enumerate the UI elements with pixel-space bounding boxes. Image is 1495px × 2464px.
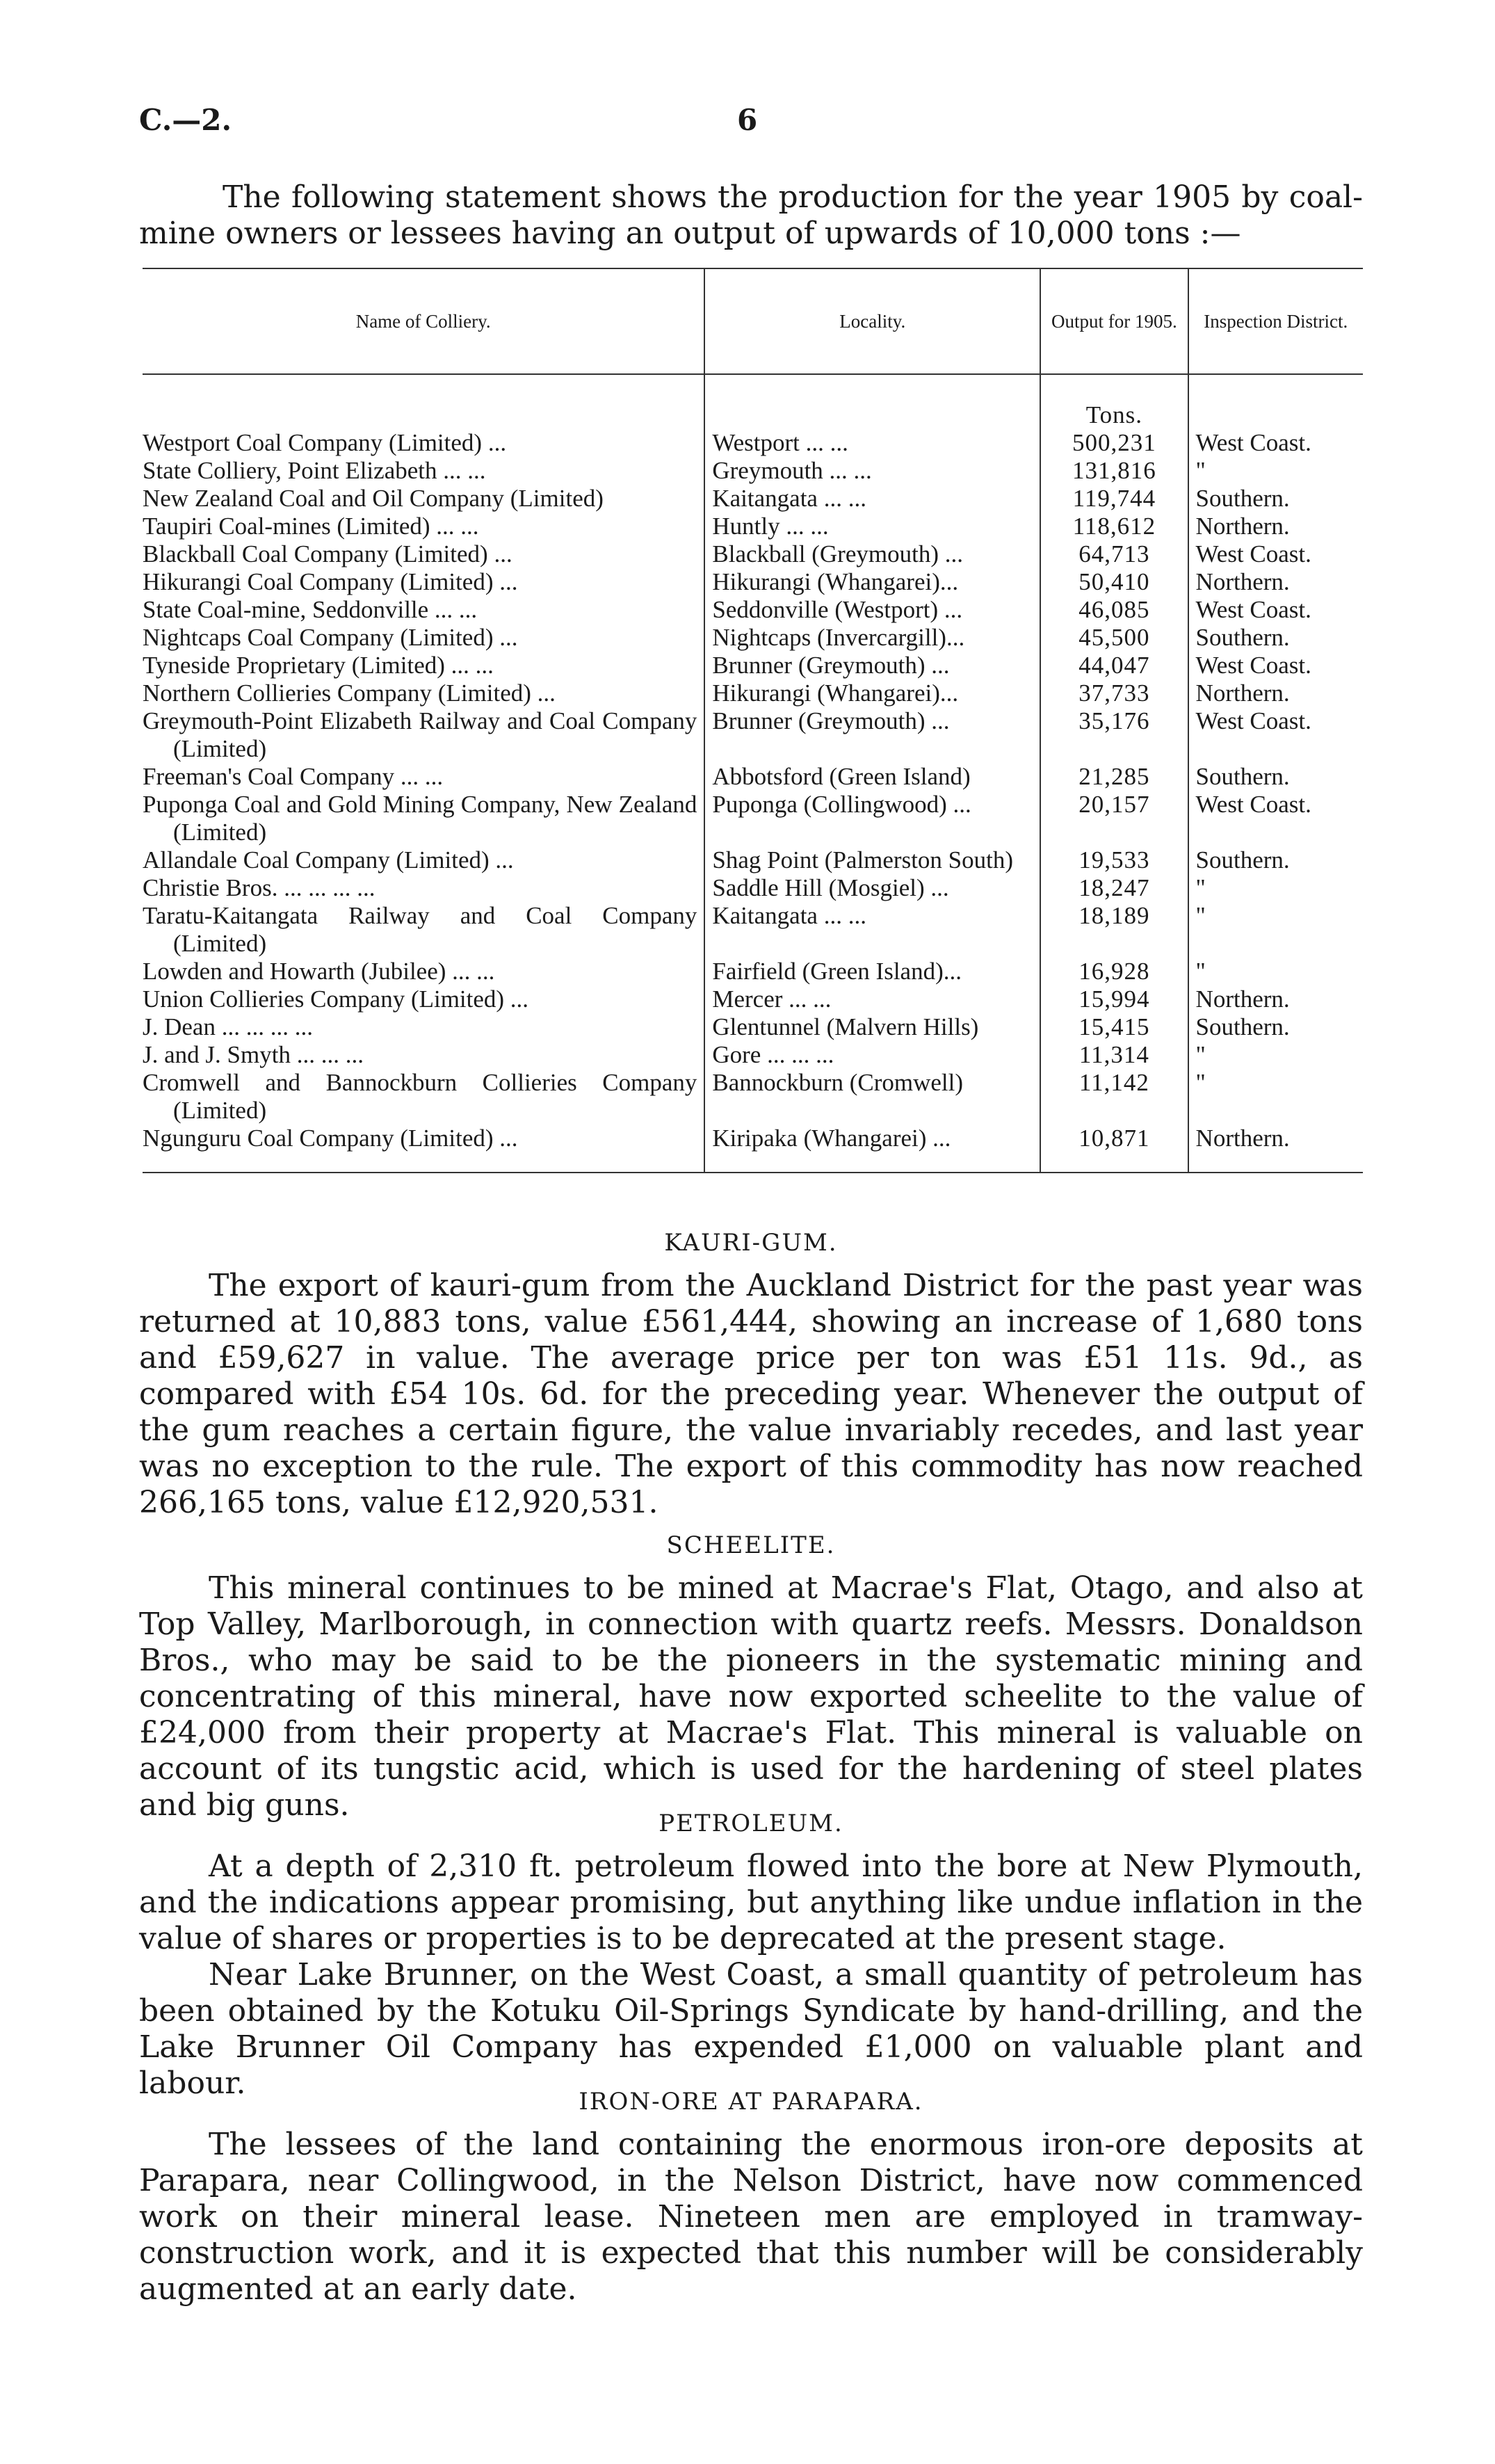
locality-cell [704,707,1040,763]
district-cell [1188,652,1363,679]
locality-cell-text: Kiripaka (Whangarei) ... [712,1125,951,1152]
colliery-name-cell-text: Taupiri Coal-mines (Limited) ... ... [143,513,479,540]
units-row [143,401,1363,429]
section-scheelite [139,1530,1363,1823]
colliery-name-cell [143,958,704,985]
output-cell-text: 45,500 [1078,624,1150,651]
district-cell [1188,596,1363,624]
district-cell [1188,624,1363,652]
district-cell [1188,1041,1363,1069]
locality-cell [704,1013,1040,1041]
colliery-name-cell-text: Christie Bros. ... ... ... ... [143,874,375,901]
district-cell-text: Southern. [1195,846,1290,873]
district-cell [1188,540,1363,568]
locality-cell-text: Mercer ... ... [712,985,832,1013]
colliery-name-cell-text: Greymouth-Point Elizabeth Railway and Coal Company (Limited) [143,707,697,762]
output-cell [1040,985,1188,1013]
colliery-name-cell-text: Freeman's Coal Company ... ... [143,763,444,790]
output-cell [1040,1125,1188,1173]
output-cell-text: 500,231 [1072,429,1156,456]
colliery-name-cell-text: Taratu-Kaitangata Railway and Coal Company (Limited) [143,902,697,957]
table-row [143,763,1363,791]
table-row [143,679,1363,707]
locality-cell-text: Gore ... ... ... [712,1041,834,1068]
output-cell-text: 64,713 [1078,540,1150,567]
locality-cell-text: Huntly ... ... [712,513,829,540]
district-cell [1188,874,1363,902]
units-label: Tons. [1040,401,1188,429]
section-paragraph: The lessees of the land containing the enormous iron-ore deposits at Parapara, near Collingwood, in the Nelson District, have now commenced work on their mineral lease. Nineteen men are employed in tramway-construction work, and it is expected that this number will be considerably augmented at an early date. [139,2127,1363,2307]
output-cell [1040,513,1188,540]
locality-cell [704,624,1040,652]
colliery-name-cell-text: J. and J. Smyth ... ... ... [143,1041,364,1068]
colliery-table [143,268,1363,1173]
locality-cell-text: Kaitangata ... ... [712,485,866,512]
district-cell-text: Southern. [1195,763,1290,790]
district-cell-text: West Coast. [1195,429,1311,456]
locality-cell [704,846,1040,874]
output-cell [1040,457,1188,485]
output-cell-text: 21,285 [1078,763,1150,790]
output-cell [1040,846,1188,874]
output-cell-text: 131,816 [1072,457,1156,484]
locality-cell-text: Greymouth ... ... [712,457,872,484]
district-cell-text: " [1195,958,1206,985]
section-heading: IRON-ORE AT PARAPARA. [579,2088,923,2116]
colliery-name-cell [143,596,704,624]
output-cell-text: 18,189 [1078,902,1150,929]
colliery-name-cell-text: Westport Coal Company (Limited) ... [143,429,507,456]
section-heading: KAURI-GUM. [664,1229,838,1257]
locality-cell-text: Blackball (Greymouth) ... [712,540,963,567]
table-row [143,1125,1363,1173]
colliery-name-cell-text: Union Collieries Company (Limited) ... [143,985,529,1013]
colliery-name-cell-text: Northern Collieries Company (Limited) ... [143,679,556,707]
colliery-name-cell [143,457,704,485]
table-row [143,1013,1363,1041]
district-cell-text: West Coast. [1195,652,1311,679]
output-cell [1040,568,1188,596]
output-cell [1040,791,1188,846]
district-cell-text: West Coast. [1195,791,1311,818]
locality-cell [704,1041,1040,1069]
section-paragraph: The export of kauri-gum from the Auckland District for the past year was returned at 10,883 tons, value £561,444, showing an increase of 1,680 tons and £59,627 in value. The average price per ton was £51 11s. 9d., as compared with £54 10s. 6d. for the preceding year. Whenever the output of the gum reaches a certain figure, the value invariably recedes, and last year was no exception to the rule. The export of this commodity has now reached 266,165 tons, value £12,920,531. [139,1268,1363,1520]
table-row [143,902,1363,958]
district-cell-text: " [1195,902,1206,929]
locality-cell [704,568,1040,596]
locality-cell [704,596,1040,624]
colliery-name-cell [143,791,704,846]
locality-cell-text: Seddonville (Westport) ... [712,596,963,623]
output-cell-text: 35,176 [1078,707,1150,734]
section-kauri-gum [139,1227,1363,1521]
table-row [143,513,1363,540]
colliery-name-cell-text: J. Dean ... ... ... ... [143,1013,313,1040]
table-row [143,624,1363,652]
output-cell [1040,596,1188,624]
output-cell-text: 118,612 [1072,513,1156,540]
colliery-name-cell [143,513,704,540]
output-cell-text: 119,744 [1072,485,1156,512]
output-cell [1040,763,1188,791]
intro-paragraph: The following statement shows the production for the year 1905 by coal-mine owners or lessees having an output of upwards of 10,000 tons :— [139,179,1363,251]
output-cell [1040,1013,1188,1041]
district-cell-text: Northern. [1195,568,1290,595]
colliery-name-cell [143,1041,704,1069]
output-cell-text: 44,047 [1078,652,1150,679]
colliery-name-cell-text: Tyneside Proprietary (Limited) ... ... [143,652,494,679]
output-cell-text: 37,733 [1078,679,1150,707]
output-cell [1040,1069,1188,1125]
colliery-name-cell [143,485,704,513]
district-cell [1188,707,1363,763]
colliery-name-cell [143,568,704,596]
section-paragraph: At a depth of 2,310 ft. petroleum flowed into the bore at New Plymouth, and the indications appear promising, but anything like undue inflation in the value of shares or properties is to be deprecated at the present stage. [139,1849,1363,1956]
output-cell [1040,652,1188,679]
page-code: C.—2. [139,103,232,137]
output-cell-text: 50,410 [1078,568,1150,595]
district-cell-text: Northern. [1195,513,1290,540]
table-row [143,568,1363,596]
locality-cell-text: Westport ... ... [712,429,848,456]
output-cell [1040,707,1188,763]
table-body [143,374,1363,1173]
section-iron-ore [139,2086,1363,2308]
colliery-name-cell [143,1069,704,1125]
output-cell [1040,429,1188,457]
locality-cell [704,985,1040,1013]
colliery-name-cell [143,540,704,568]
section-paragraph: This mineral continues to be mined at Macrae's Flat, Otago, and also at Top Valley, Marlborough, in connection with quartz reefs. Messrs. Donaldson Bros., who may be said to be the pioneers in the systematic mining and concentrating of this mineral, have now exported scheelite to the value of £24,000 from their property at Macrae's Flat. This mineral is valuable on account of its tungstic acid, which is used for the hardening of steel plates and big guns. [139,1570,1363,1823]
locality-cell [704,874,1040,902]
table-row [143,1069,1363,1125]
locality-cell-text: Puponga (Collingwood) ... [712,791,971,818]
district-cell-text: Northern. [1195,679,1290,707]
district-cell-text: " [1195,457,1206,484]
section-petroleum [139,1808,1363,2102]
colliery-name-cell [143,679,704,707]
locality-cell-text: Fairfield (Green Island)... [712,958,962,985]
table-row [143,457,1363,485]
district-cell [1188,1125,1363,1173]
district-cell [1188,763,1363,791]
locality-cell-text: Hikurangi (Whangarei)... [712,568,959,595]
table-row [143,958,1363,985]
output-cell [1040,679,1188,707]
district-cell-text: " [1195,1069,1206,1096]
column-header-district: Inspection District. [1188,268,1363,374]
district-cell [1188,958,1363,985]
output-cell [1040,540,1188,568]
output-cell-text: 18,247 [1078,874,1150,901]
locality-cell-text: Glentunnel (Malvern Hills) [712,1013,979,1040]
locality-cell-text: Saddle Hill (Mosgiel) ... [712,874,949,901]
table-row [143,874,1363,902]
output-cell-text: 20,157 [1078,791,1150,818]
output-cell [1040,902,1188,958]
locality-cell-text: Brunner (Greymouth) ... [712,707,950,734]
locality-cell [704,1125,1040,1173]
locality-cell [704,457,1040,485]
output-cell-text: 46,085 [1078,596,1150,623]
locality-cell-text: Hikurangi (Whangarei)... [712,679,959,707]
section-heading: SCHEELITE. [666,1531,836,1559]
locality-cell [704,513,1040,540]
locality-cell [704,902,1040,958]
colliery-name-cell [143,1125,704,1173]
colliery-name-cell-text: State Colliery, Point Elizabeth ... ... [143,457,486,484]
district-cell [1188,1069,1363,1125]
table-row [143,596,1363,624]
locality-cell [704,1069,1040,1125]
output-cell-text: 15,415 [1078,1013,1150,1040]
locality-cell-text: Abbotsford (Green Island) [712,763,971,790]
output-cell [1040,1041,1188,1069]
page-number: 6 [737,103,758,137]
colliery-name-cell-text: Hikurangi Coal Company (Limited) ... [143,568,518,595]
table-row [143,985,1363,1013]
table-spacer [143,374,1363,401]
section-heading: PETROLEUM. [658,1810,843,1837]
output-cell [1040,874,1188,902]
output-cell [1040,624,1188,652]
district-cell [1188,568,1363,596]
colliery-name-cell-text: New Zealand Coal and Oil Company (Limited) [143,485,604,512]
locality-cell-text: Bannockburn (Cromwell) [712,1069,963,1096]
district-cell [1188,985,1363,1013]
locality-cell [704,429,1040,457]
colliery-name-cell-text: Ngunguru Coal Company (Limited) ... [143,1125,518,1152]
output-cell-text: 10,871 [1078,1125,1150,1152]
colliery-name-cell-text: State Coal-mine, Seddonville ... ... [143,596,478,623]
locality-cell-text: Brunner (Greymouth) ... [712,652,950,679]
table-row [143,540,1363,568]
district-cell [1188,846,1363,874]
district-cell-text: Southern. [1195,1013,1290,1040]
page-header [139,103,1363,145]
district-cell [1188,457,1363,485]
colliery-name-cell-text: Nightcaps Coal Company (Limited) ... [143,624,518,651]
table-row [143,429,1363,457]
colliery-name-cell-text: Allandale Coal Company (Limited) ... [143,846,514,873]
colliery-name-cell [143,624,704,652]
district-cell [1188,513,1363,540]
colliery-name-cell [143,846,704,874]
locality-cell [704,763,1040,791]
colliery-name-cell [143,874,704,902]
district-cell-text: Southern. [1195,485,1290,512]
locality-cell [704,791,1040,846]
district-cell [1188,902,1363,958]
colliery-name-cell [143,707,704,763]
output-cell-text: 19,533 [1078,846,1150,873]
colliery-name-cell [143,429,704,457]
district-cell-text: Southern. [1195,624,1290,651]
district-cell-text: West Coast. [1195,596,1311,623]
table-row [143,1041,1363,1069]
colliery-name-cell-text: Blackball Coal Company (Limited) ... [143,540,512,567]
colliery-name-cell-text: Cromwell and Bannockburn Collieries Company (Limited) [143,1069,697,1124]
table-row [143,652,1363,679]
colliery-name-cell [143,902,704,958]
table-row [143,707,1363,763]
district-cell [1188,791,1363,846]
table-row [143,791,1363,846]
column-header-name: Name of Colliery. [143,268,704,374]
district-cell-text: " [1195,1041,1206,1068]
district-cell [1188,429,1363,457]
locality-cell-text: Shag Point (Palmerston South) [712,846,1014,873]
output-cell-text: 11,314 [1078,1041,1149,1068]
output-cell [1040,485,1188,513]
output-cell [1040,958,1188,985]
locality-cell [704,958,1040,985]
district-cell [1188,485,1363,513]
table-row [143,846,1363,874]
district-cell [1188,1013,1363,1041]
district-cell-text: West Coast. [1195,540,1311,567]
column-header-locality: Locality. [704,268,1040,374]
district-cell-text: Northern. [1195,1125,1290,1152]
table-row [143,485,1363,513]
column-header-output: Output for 1905. [1040,268,1188,374]
locality-cell [704,652,1040,679]
output-cell-text: 16,928 [1078,958,1150,985]
locality-cell-text: Nightcaps (Invercargill)... [712,624,965,651]
colliery-name-cell [143,1013,704,1041]
district-cell [1188,679,1363,707]
district-cell-text: " [1195,874,1206,901]
section-paragraph: Near Lake Brunner, on the West Coast, a small quantity of petroleum has been obtained by the Kotuku Oil-Springs Syndicate by hand-drilling, and the Lake Brunner Oil Company has expended £1,000 on valuable plant and labour. [139,1957,1363,2101]
colliery-name-cell [143,985,704,1013]
table-header-row [143,268,1363,374]
district-cell-text: West Coast. [1195,707,1311,734]
colliery-name-cell [143,763,704,791]
locality-cell [704,540,1040,568]
locality-cell [704,679,1040,707]
locality-cell [704,485,1040,513]
colliery-name-cell-text: Lowden and Howarth (Jubilee) ... ... [143,958,495,985]
output-cell-text: 15,994 [1078,985,1150,1013]
locality-cell-text: Kaitangata ... ... [712,902,866,929]
district-cell-text: Northern. [1195,985,1290,1013]
colliery-name-cell-text: Puponga Coal and Gold Mining Company, New Zealand (Limited) [143,791,697,846]
output-cell-text: 11,142 [1078,1069,1149,1096]
colliery-name-cell [143,652,704,679]
